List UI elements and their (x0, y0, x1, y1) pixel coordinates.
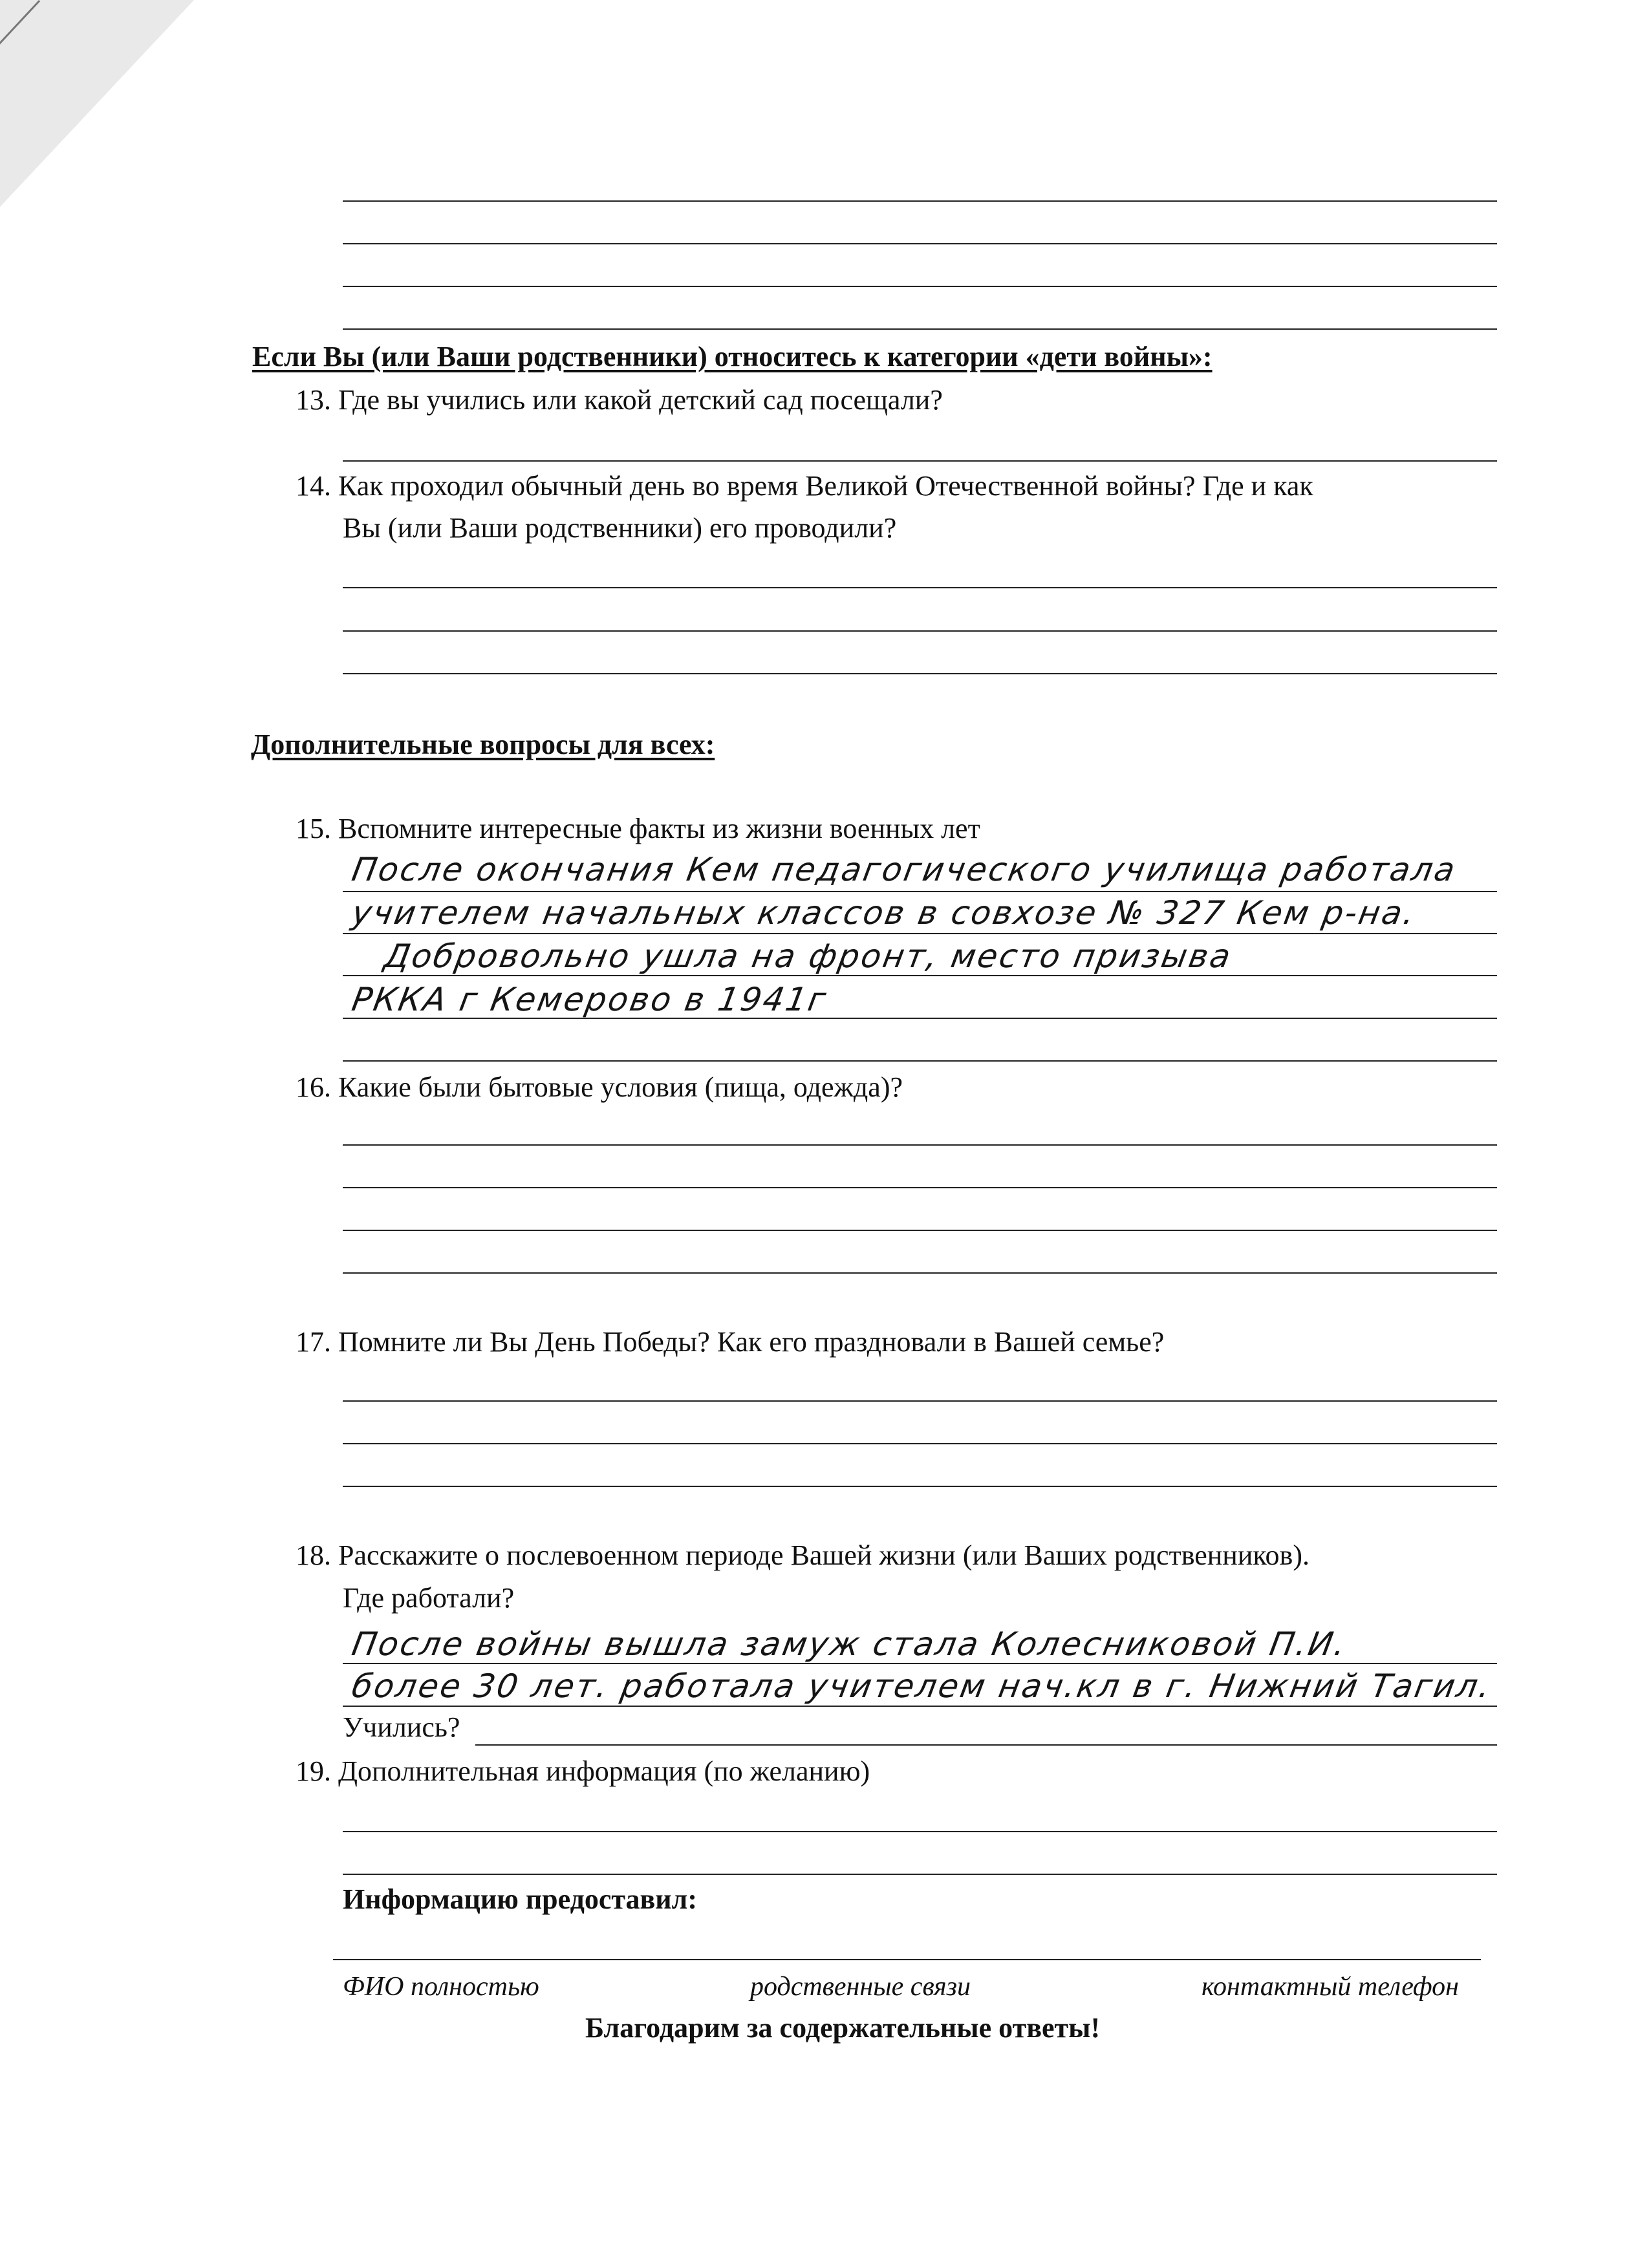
handwritten-answer-15-line1: После окончания Кем педагогического училища работала (349, 851, 1460, 888)
question-14-line1: 14. Как проходил обычный день во время Великой Отечественной войны? Где и как (296, 470, 1313, 502)
handwritten-answer-18-line2: более 30 лет. работала учителем нач.кл в г. Нижний Тагил. (349, 1667, 1495, 1705)
question-15: 15. Вспомните интересные факты из жизни военных лет (296, 813, 980, 844)
answer-line (343, 1272, 1497, 1274)
answer-line (343, 975, 1497, 976)
answer-line (343, 328, 1497, 330)
folded-corner (0, 0, 194, 207)
handwritten-answer-15-line2: учителем начальных классов в совхозе № 327 Кем р-на. (349, 894, 1419, 932)
answer-line (343, 587, 1497, 588)
question-14-line2: Вы (или Ваши родственники) его проводили? (343, 512, 897, 544)
handwritten-answer-18-line1: После войны вышла замуж стала Колесниковой П.И. (349, 1625, 1350, 1663)
handwritten-answer-15-line3: Добровольно ушла на фронт, место призыва (381, 937, 1236, 975)
answer-line (343, 1663, 1497, 1664)
answer-line (343, 200, 1497, 202)
section-heading-additional: Дополнительные вопросы для всех: (251, 729, 715, 760)
answer-line (343, 1486, 1497, 1487)
answer-line (343, 1706, 1497, 1707)
answer-line (343, 1187, 1497, 1188)
handwritten-answer-15-line4: РККА г Кемерово в 1941г (349, 981, 831, 1018)
answer-line (343, 1144, 1497, 1146)
question-18-studied: Учились? (343, 1711, 460, 1743)
question-13: 13. Где вы учились или какой детский сад посещали? (296, 384, 943, 416)
thanks-message: Благодарим за содержательные ответы! (585, 2012, 1101, 2044)
signature-line (333, 1959, 1481, 1960)
answer-line (343, 1443, 1497, 1444)
answer-line (343, 1831, 1497, 1832)
answer-line (343, 1060, 1497, 1062)
relation-caption: родственные связи (750, 1972, 971, 2002)
answer-line (343, 286, 1497, 287)
section-heading-children-of-war: Если Вы (или Ваши родственники) относитесь к категории «дети войны»: (252, 341, 1212, 372)
answer-line (343, 891, 1497, 892)
answer-line (343, 460, 1497, 462)
answer-line (475, 1744, 1497, 1746)
answer-line (343, 1230, 1497, 1231)
answer-line (343, 673, 1497, 674)
answer-line (343, 1018, 1497, 1019)
answer-line (343, 1400, 1497, 1402)
answer-line (343, 933, 1497, 934)
provided-by-label: Информацию предоставил: (343, 1883, 697, 1915)
question-18-line2: Где работали? (343, 1582, 515, 1614)
question-18-line1: 18. Расскажите о послевоенном периоде Вашей жизни (или Ваших родственников). (296, 1539, 1310, 1571)
question-16: 16. Какие были бытовые условия (пища, одежда)? (296, 1071, 903, 1103)
answer-line (343, 630, 1497, 632)
fio-caption: ФИО полностью (343, 1972, 539, 2002)
answer-line (343, 1874, 1497, 1875)
question-17: 17. Помните ли Вы День Победы? Как его праздновали в Вашей семье? (296, 1326, 1165, 1358)
answer-line (343, 243, 1497, 244)
phone-caption: контактный телефон (1202, 1972, 1459, 2002)
question-19: 19. Дополнительная информация (по желанию) (296, 1755, 870, 1787)
